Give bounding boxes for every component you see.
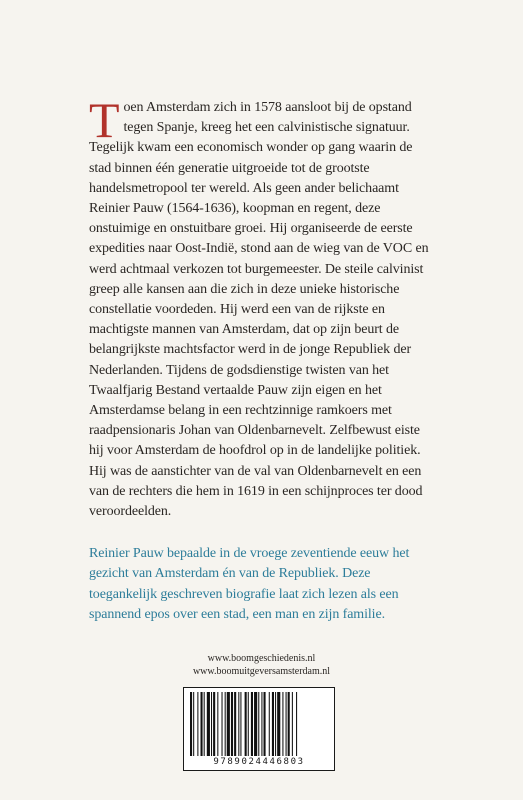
barcode-bars — [190, 692, 330, 756]
url-boomgeschiedenis: www.boomgeschiedenis.nl — [207, 653, 316, 664]
drop-cap: T — [89, 92, 120, 148]
barcode-number: 9789024446803 — [213, 757, 305, 767]
blurb-paragraph-main-text: oen Amsterdam zich in 1578 aansloot bij de opstand tegen Spanje, kreeg het een calvinistische signatuur. Tegelijk kwam een economisch wonder op gang waarin de stad binnen één generatie uitgroeide tot de grootste handelsmetropool ter wereld. Als geen ander belichaamt Reinier Pauw (1564-1636), koopman en regent, deze onstuimige en onstuitbare groei. Hij organiseerde de eerste expedities naar Oost-Indië, stond aan de wieg van de VOC en werd achtmaal verkozen tot burgemeester. De steile calvinist greep alle kansen aan die zich in deze unieke historische constellatie voordeden. Hij werd een van de rijkste en machtigste mannen van Amsterdam, dat op zijn beurt de belangrijkste machtsfactor werd in de jonge Republiek der Nederlanden. Tijdens de godsdienstige twisten van het Twaalfjarig Bestand vertaalde Pauw zijn eigen en het Amsterdamse belang in een rechtzinnige ramkoers met raadpensionaris Johan van Oldenbarnevelt. Zelfbewust eiste hij voor Amsterdam de hoofdrol op in de landelijke politiek. Hij was de aanstichter van de val van Oldenbarnevelt en een van de rechters die hem in 1619 in een schijnproces ter dood veroordeelden. — [89, 100, 429, 520]
url-boomuitgevers: www.boomuitgeversamsterdam.nl — [192, 666, 331, 677]
blurb — [89, 92, 437, 625]
isbn-barcode — [183, 687, 335, 771]
publisher-urls — [0, 652, 523, 678]
blurb-paragraph-main — [89, 92, 437, 522]
blurb-paragraph-summary: Reinier Pauw bepaalde in de vroege zeventiende eeuw het gezicht van Amsterdam én van de Republiek. Deze toegankelijk geschreven biografie laat zich lezen als een spannend epos over een stad, een man en zijn familie. — [89, 546, 410, 622]
